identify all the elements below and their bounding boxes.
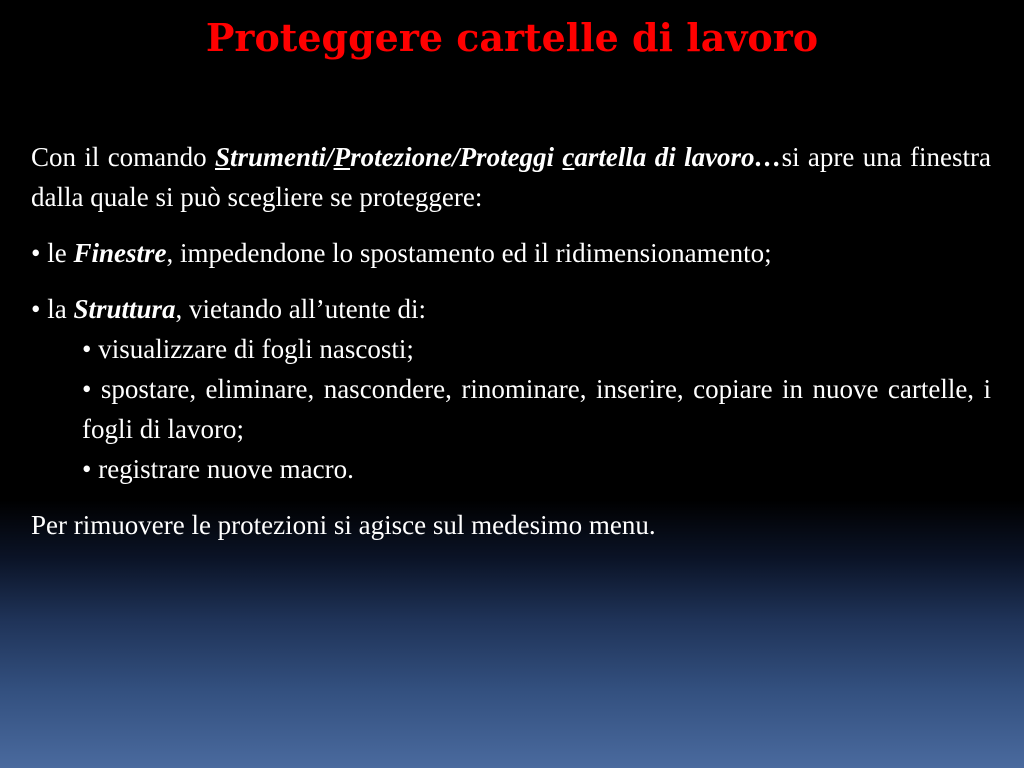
slide-title: Proteggere cartelle di lavoro (205, 15, 819, 60)
slide-body (31, 137, 991, 545)
closing-paragraph: Per rimuovere le protezioni si agisce sul medesimo menu. (31, 510, 656, 540)
bullet-struttura: • la Struttura, vietando all’utente di: (31, 294, 426, 324)
intro-paragraph (31, 137, 991, 217)
bullet-finestre: • le Finestre, impedendone lo spostamento ed il ridimensionamento; (31, 238, 772, 268)
menu-command-path: Strumenti/Protezione/Proteggi cartella di lavoro… (215, 142, 782, 172)
bullet-finestre-term: Finestre (73, 238, 167, 268)
sub-item-hidden-sheets: • visualizzare di fogli nascosti; (82, 334, 414, 364)
intro-prefix: Con il comando (31, 142, 215, 172)
sub-item-sheet-operations: • spostare, eliminare, nascondere, rinominare, inserire, copiare in nuove cartelle, i fogli di lavoro; (82, 374, 991, 444)
intro-suffix: si apre una finestra dalla quale si può scegliere se proteggere: (31, 142, 991, 212)
sub-item-macros: • registrare nuove macro. (82, 454, 354, 484)
bullet-struttura-term: Struttura (73, 294, 176, 324)
